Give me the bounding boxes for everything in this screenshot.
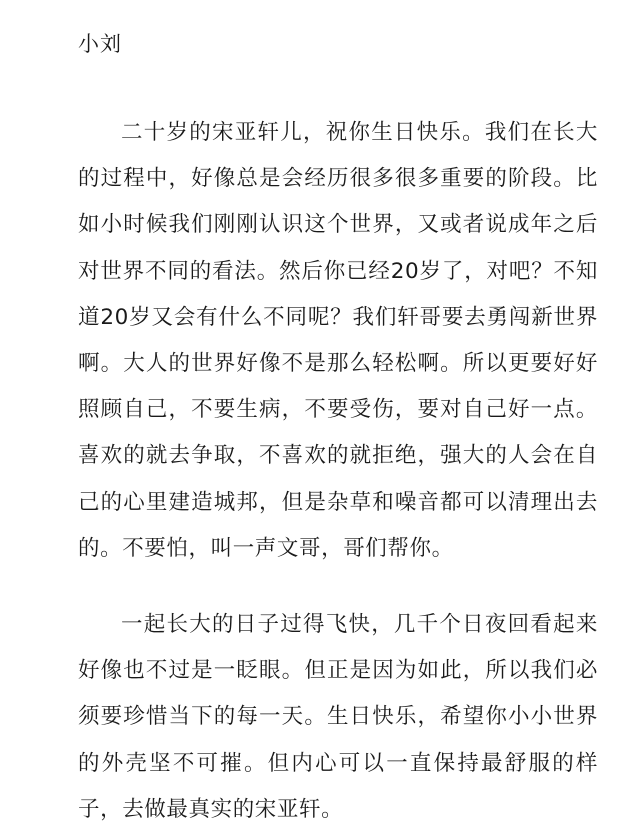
paragraph-2: 一起长大的日子过得飞快，几千个日夜回看起来好像也不过是一眨眼。但正是因为如此，所以我们必须要珍惜当下的每一天。生日快乐，希望你小小世界的外壳坚不可摧。但内心可以一直保持最舒服的样子，去做最真实的宋亚轩。 [78,612,598,822]
salutation: 小刘 [78,32,122,56]
paragraph-1: 二十岁的宋亚轩儿，祝你生日快乐。我们在长大的过程中，好像总是会经历很多很多重要的阶段。比如小时候我们刚刚认识这个世界，又或者说成年之后对世界不同的看法。然后你已经20岁了，对吧？不知道20岁又会有什么不同呢？我们轩哥要去勇闯新世界啊。大人的世界好像不是那么轻松啊。所以更要好好照顾自己，不要生病，不要受伤，要对自己好一点。喜欢的就去争取，不喜欢的就拒绝，强大的人会在自己的心里建造城邦，但是杂草和噪音都可以清理出去的。不要怕，叫一声文哥，哥们帮你。 [78,120,598,561]
